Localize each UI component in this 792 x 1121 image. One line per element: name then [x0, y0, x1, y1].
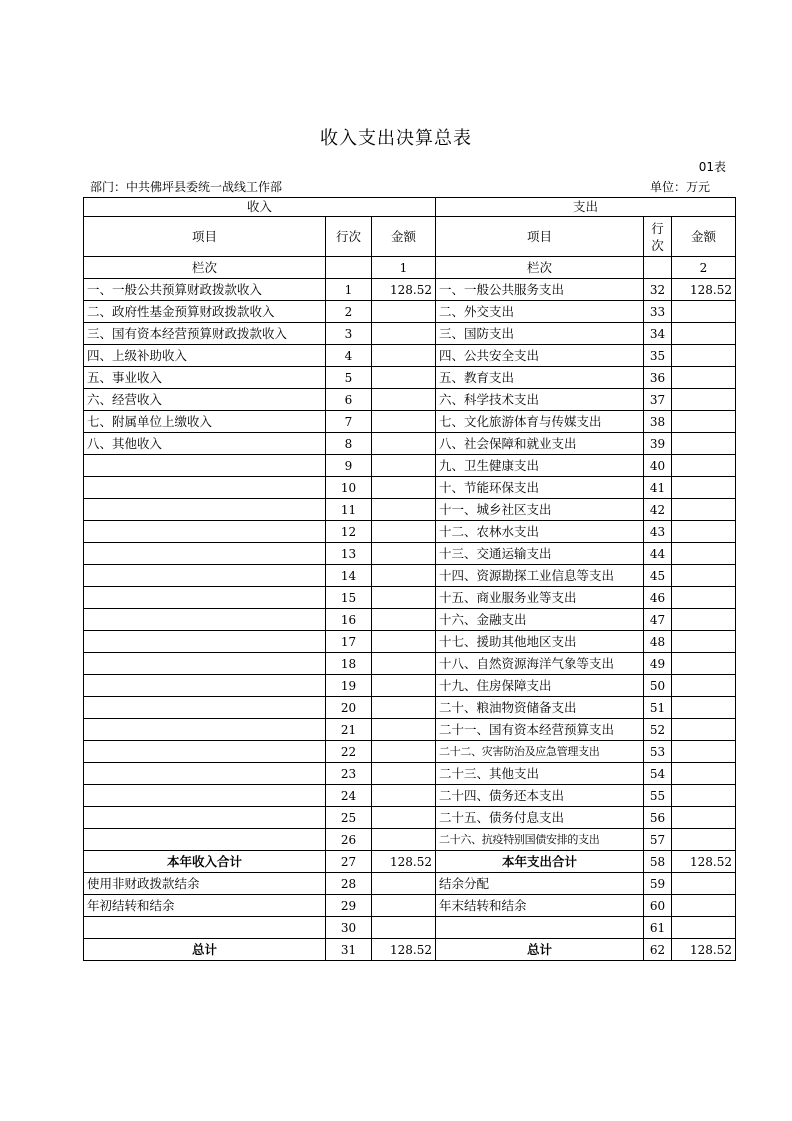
- expense-row-number: 47: [644, 609, 672, 631]
- table-row: [84, 851, 736, 873]
- income-item-label: [84, 521, 326, 543]
- income-row-number: 7: [326, 411, 372, 433]
- income-amount: [372, 389, 436, 411]
- expense-row-number: 59: [644, 873, 672, 895]
- expense-item-label: 十九、住房保障支出: [436, 675, 644, 697]
- income-row-number: 4: [326, 345, 372, 367]
- table-row: [84, 301, 736, 323]
- income-item-label: [84, 675, 326, 697]
- expense-row-number: 57: [644, 829, 672, 851]
- income-row-number: 13: [326, 543, 372, 565]
- expense-amount: 128.52: [672, 279, 736, 301]
- table-row: [84, 653, 736, 675]
- expense-item-label: 二十二、灾害防治及应急管理支出: [436, 741, 644, 763]
- expense-amount-header: 金额: [672, 217, 736, 257]
- table-row: [84, 499, 736, 521]
- table-row: [84, 917, 736, 939]
- income-row-number: 14: [326, 565, 372, 587]
- income-item-label: [84, 477, 326, 499]
- expense-row-number: 58: [644, 851, 672, 873]
- income-row-number: 23: [326, 763, 372, 785]
- income-amount: [372, 807, 436, 829]
- expense-row-number: 60: [644, 895, 672, 917]
- income-item-label: [84, 543, 326, 565]
- expense-item-label: 十七、援助其他地区支出: [436, 631, 644, 653]
- table-row: [84, 323, 736, 345]
- income-row-number: 24: [326, 785, 372, 807]
- expense-item-label: 二十五、债务付息支出: [436, 807, 644, 829]
- income-item-label: 五、事业收入: [84, 367, 326, 389]
- table-row: [84, 455, 736, 477]
- income-item-label: 八、其他收入: [84, 433, 326, 455]
- income-item-label: 六、经营收入: [84, 389, 326, 411]
- expense-amount: [672, 477, 736, 499]
- income-item-label: [84, 455, 326, 477]
- expense-row-number: 55: [644, 785, 672, 807]
- income-amount: [372, 477, 436, 499]
- income-item-label: [84, 697, 326, 719]
- unit-label: 单位：万元: [650, 180, 711, 194]
- income-amount: 128.52: [372, 851, 436, 873]
- expense-row-number: 61: [644, 917, 672, 939]
- income-row-no-header: 行次: [326, 217, 372, 257]
- income-row-number: 21: [326, 719, 372, 741]
- income-row-number: 16: [326, 609, 372, 631]
- table-row: [84, 719, 736, 741]
- income-row-number: 20: [326, 697, 372, 719]
- expense-item-label: 四、公共安全支出: [436, 345, 644, 367]
- expense-amount: [672, 829, 736, 851]
- expense-column-label: 栏次: [436, 257, 644, 279]
- expense-amount: [672, 521, 736, 543]
- income-amount-header: 金额: [372, 217, 436, 257]
- income-row-number: 27: [326, 851, 372, 873]
- expense-item-label: [436, 917, 644, 939]
- table-row: [84, 411, 736, 433]
- expense-amount: [672, 433, 736, 455]
- income-item-label: [84, 785, 326, 807]
- expense-item-label: 十一、城乡社区支出: [436, 499, 644, 521]
- income-item-label: 三、国有资本经营预算财政拨款收入: [84, 323, 326, 345]
- income-amount: [372, 917, 436, 939]
- expense-row-number: 53: [644, 741, 672, 763]
- expense-row-number: 44: [644, 543, 672, 565]
- income-item-label: 二、政府性基金预算财政拨款收入: [84, 301, 326, 323]
- expense-row-number: 33: [644, 301, 672, 323]
- table-row: [84, 543, 736, 565]
- income-amount: [372, 609, 436, 631]
- income-row-number: 3: [326, 323, 372, 345]
- income-amount: 128.52: [372, 939, 436, 961]
- table-row: [84, 587, 736, 609]
- expense-amount: [672, 741, 736, 763]
- income-amount: [372, 543, 436, 565]
- expense-row-number: 50: [644, 675, 672, 697]
- table-row: [84, 609, 736, 631]
- expense-item-label: 二十一、国有资本经营预算支出: [436, 719, 644, 741]
- table-row: [84, 521, 736, 543]
- expense-item-label: 十四、资源勘探工业信息等支出: [436, 565, 644, 587]
- income-amount: [372, 873, 436, 895]
- table-row: [84, 763, 736, 785]
- expense-amount: [672, 367, 736, 389]
- income-item-label: [84, 807, 326, 829]
- department-label: 部门：中共佛坪县委统一战线工作部: [90, 180, 283, 194]
- expense-amount: [672, 763, 736, 785]
- income-row-number: 28: [326, 873, 372, 895]
- income-row-number: 30: [326, 917, 372, 939]
- expense-row-number: 49: [644, 653, 672, 675]
- income-item-label: 本年收入合计: [84, 851, 326, 873]
- income-item-label: [84, 499, 326, 521]
- income-row-number: 11: [326, 499, 372, 521]
- table-row: [84, 895, 736, 917]
- expense-item-label: 十二、农林水支出: [436, 521, 644, 543]
- income-amount: [372, 741, 436, 763]
- expense-row-number: 56: [644, 807, 672, 829]
- expense-amount: [672, 675, 736, 697]
- expense-amount: [672, 455, 736, 477]
- expense-item-header: 项目: [436, 217, 644, 257]
- expense-amount: 128.52: [672, 851, 736, 873]
- expense-row-number: 62: [644, 939, 672, 961]
- income-amount: [372, 719, 436, 741]
- expense-row-number: 39: [644, 433, 672, 455]
- expense-row-number: 41: [644, 477, 672, 499]
- income-row-number: 2: [326, 301, 372, 323]
- income-row-number: 19: [326, 675, 372, 697]
- expense-item-label: 二十、粮油物资储备支出: [436, 697, 644, 719]
- income-amount: [372, 323, 436, 345]
- table-row: [84, 939, 736, 961]
- expense-amount: [672, 301, 736, 323]
- expense-amount: [672, 543, 736, 565]
- expense-item-label: 十三、交通运输支出: [436, 543, 644, 565]
- income-column-number: 1: [372, 257, 436, 279]
- expense-column-number: 2: [672, 257, 736, 279]
- income-item-label: 一、一般公共预算财政拨款收入: [84, 279, 326, 301]
- income-item-label: [84, 917, 326, 939]
- income-item-label: 七、附属单位上缴收入: [84, 411, 326, 433]
- expense-item-label: 七、文化旅游体育与传媒支出: [436, 411, 644, 433]
- income-item-label: [84, 565, 326, 587]
- income-item-label: [84, 653, 326, 675]
- income-amount: [372, 631, 436, 653]
- income-item-label: [84, 719, 326, 741]
- table-row: [84, 631, 736, 653]
- expense-item-label: 八、社会保障和就业支出: [436, 433, 644, 455]
- table-row: [84, 367, 736, 389]
- table-row: [84, 433, 736, 455]
- expense-item-label: 六、科学技术支出: [436, 389, 644, 411]
- income-amount: [372, 411, 436, 433]
- income-amount: [372, 763, 436, 785]
- income-row-number: 26: [326, 829, 372, 851]
- table-row: [84, 785, 736, 807]
- expense-row-number: 54: [644, 763, 672, 785]
- form-number: 01表: [698, 160, 726, 174]
- expense-row-number: 32: [644, 279, 672, 301]
- income-row-number: 17: [326, 631, 372, 653]
- expense-row-number: 35: [644, 345, 672, 367]
- expense-amount: [672, 411, 736, 433]
- expense-item-label: 一、一般公共服务支出: [436, 279, 644, 301]
- income-item-label: [84, 763, 326, 785]
- table-row: [84, 741, 736, 763]
- expense-item-label: 本年支出合计: [436, 851, 644, 873]
- income-amount: [372, 345, 436, 367]
- income-amount: 128.52: [372, 279, 436, 301]
- income-amount: [372, 433, 436, 455]
- income-amount: [372, 455, 436, 477]
- income-row-number: 1: [326, 279, 372, 301]
- income-amount: [372, 829, 436, 851]
- income-row-number: 29: [326, 895, 372, 917]
- income-expense-table: [83, 197, 736, 961]
- income-amount: [372, 301, 436, 323]
- income-amount: [372, 565, 436, 587]
- expense-row-number: 52: [644, 719, 672, 741]
- expense-item-label: 十五、商业服务业等支出: [436, 587, 644, 609]
- expense-row-number: 43: [644, 521, 672, 543]
- expense-item-label: 五、教育支出: [436, 367, 644, 389]
- table-row: [84, 565, 736, 587]
- income-row-number: 6: [326, 389, 372, 411]
- expense-row-number: 46: [644, 587, 672, 609]
- income-row-number: 5: [326, 367, 372, 389]
- expense-item-label: 二十三、其他支出: [436, 763, 644, 785]
- expense-amount: [672, 697, 736, 719]
- expense-item-label: 十、节能环保支出: [436, 477, 644, 499]
- expense-amount: [672, 389, 736, 411]
- income-item-label: 年初结转和结余: [84, 895, 326, 917]
- table-row: [84, 279, 736, 301]
- income-row-number: 25: [326, 807, 372, 829]
- expense-row-number: 36: [644, 367, 672, 389]
- income-column-label: 栏次: [84, 257, 326, 279]
- income-amount: [372, 521, 436, 543]
- income-amount: [372, 895, 436, 917]
- expense-amount: [672, 719, 736, 741]
- income-row-number: 31: [326, 939, 372, 961]
- income-amount: [372, 367, 436, 389]
- table-row: [84, 807, 736, 829]
- income-amount: [372, 675, 436, 697]
- expense-amount: [672, 917, 736, 939]
- income-row-number: 9: [326, 455, 372, 477]
- income-amount: [372, 587, 436, 609]
- expense-item-label: 二、外交支出: [436, 301, 644, 323]
- income-amount: [372, 697, 436, 719]
- income-amount: [372, 653, 436, 675]
- expense-amount: [672, 807, 736, 829]
- income-amount: [372, 499, 436, 521]
- income-row-number: 18: [326, 653, 372, 675]
- income-row-number: 15: [326, 587, 372, 609]
- expense-amount: [672, 609, 736, 631]
- table-row: [84, 829, 736, 851]
- expense-amount: [672, 499, 736, 521]
- expense-item-label: 年末结转和结余: [436, 895, 644, 917]
- income-row-number: 10: [326, 477, 372, 499]
- expense-amount: 128.52: [672, 939, 736, 961]
- income-item-label: [84, 631, 326, 653]
- expense-amount: [672, 631, 736, 653]
- expense-row-number: 37: [644, 389, 672, 411]
- income-item-header: 项目: [84, 217, 326, 257]
- income-column-blank: [326, 257, 372, 279]
- expense-amount: [672, 565, 736, 587]
- expense-amount: [672, 873, 736, 895]
- expense-row-number: 40: [644, 455, 672, 477]
- expense-item-label: 总计: [436, 939, 644, 961]
- income-row-number: 8: [326, 433, 372, 455]
- expense-row-number: 42: [644, 499, 672, 521]
- expense-row-no-header: 行 次: [644, 217, 672, 257]
- expense-amount: [672, 587, 736, 609]
- income-item-label: 总计: [84, 939, 326, 961]
- expense-item-label: 三、国防支出: [436, 323, 644, 345]
- expense-item-label: 二十四、债务还本支出: [436, 785, 644, 807]
- expense-item-label: 结余分配: [436, 873, 644, 895]
- expense-item-label: 十八、自然资源海洋气象等支出: [436, 653, 644, 675]
- income-item-label: 四、上级补助收入: [84, 345, 326, 367]
- expense-row-number: 34: [644, 323, 672, 345]
- expense-amount: [672, 895, 736, 917]
- table-row: [84, 389, 736, 411]
- expense-item-label: 二十六、抗疫特别国债安排的支出: [436, 829, 644, 851]
- expense-amount: [672, 345, 736, 367]
- table-row: [84, 873, 736, 895]
- expense-item-label: 九、卫生健康支出: [436, 455, 644, 477]
- table-row: [84, 675, 736, 697]
- expense-item-label: 十六、金融支出: [436, 609, 644, 631]
- income-item-label: [84, 741, 326, 763]
- income-row-number: 22: [326, 741, 372, 763]
- income-item-label: [84, 587, 326, 609]
- expense-section-header: 支出: [436, 198, 736, 217]
- table-row: [84, 477, 736, 499]
- income-item-label: [84, 609, 326, 631]
- page-title: 收入支出决算总表: [320, 128, 472, 149]
- table-row: [84, 345, 736, 367]
- income-item-label: [84, 829, 326, 851]
- expense-row-number: 51: [644, 697, 672, 719]
- expense-row-number: 38: [644, 411, 672, 433]
- income-item-label: 使用非财政拨款结余: [84, 873, 326, 895]
- expense-amount: [672, 653, 736, 675]
- expense-row-number: 48: [644, 631, 672, 653]
- expense-column-blank: [644, 257, 672, 279]
- income-amount: [372, 785, 436, 807]
- expense-amount: [672, 323, 736, 345]
- income-row-number: 12: [326, 521, 372, 543]
- expense-amount: [672, 785, 736, 807]
- income-section-header: 收入: [84, 198, 436, 217]
- table-row: [84, 697, 736, 719]
- expense-row-number: 45: [644, 565, 672, 587]
